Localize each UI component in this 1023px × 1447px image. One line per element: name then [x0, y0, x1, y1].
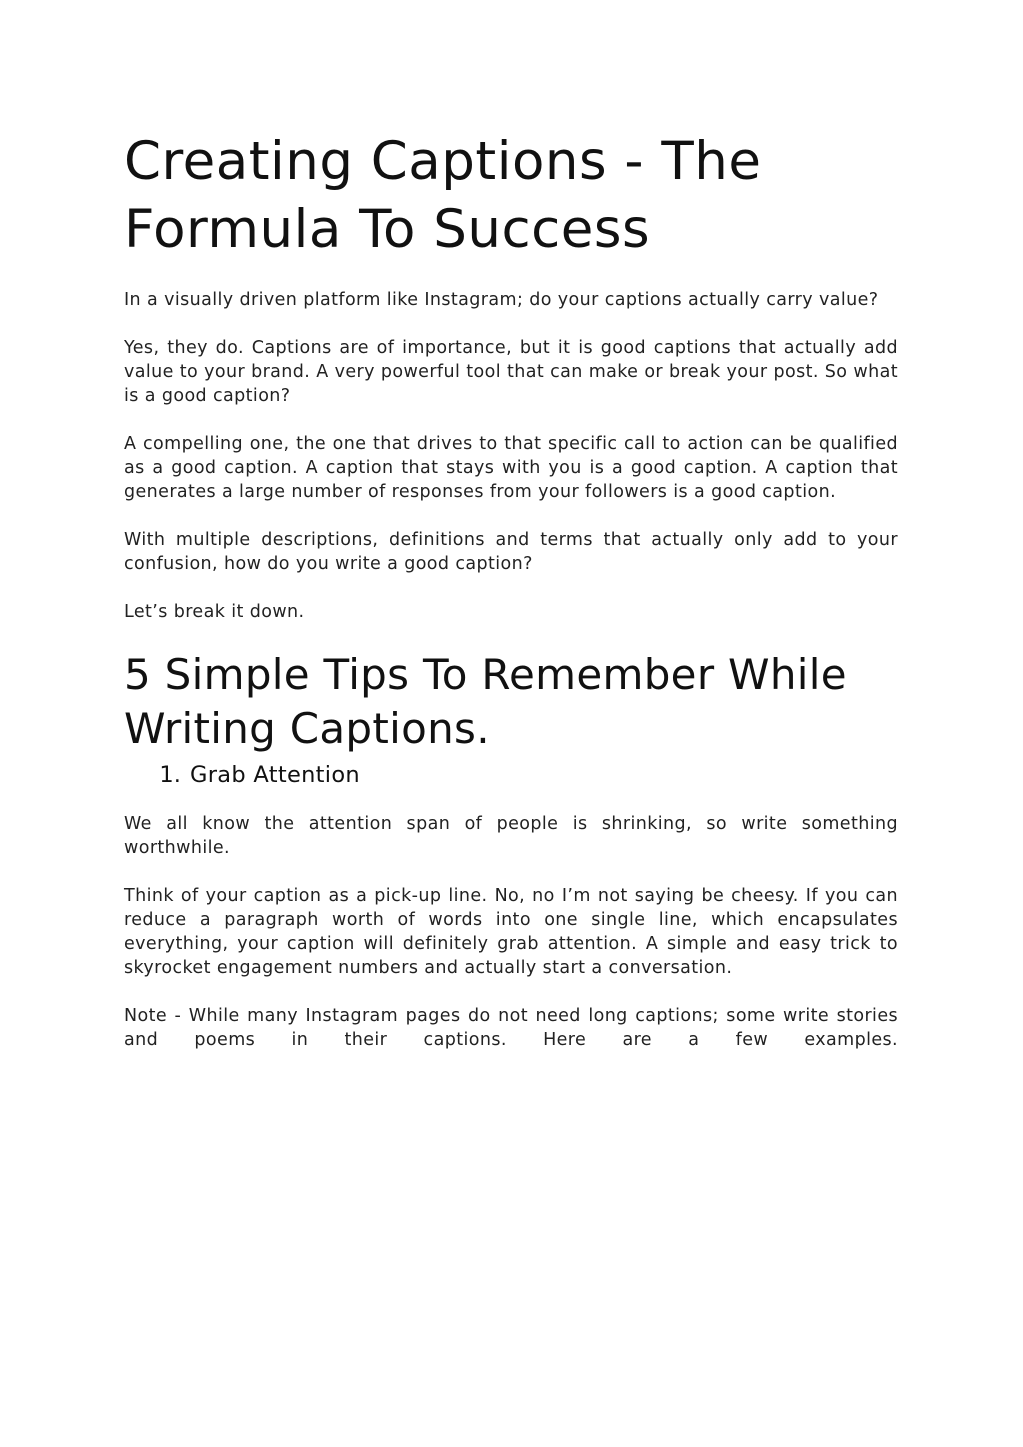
intro-paragraph: With multiple descriptions, definitions and terms that actually only add to your confusion, how do you write a good caption?	[124, 530, 898, 574]
tip-paragraph: Note - While many Instagram pages do not need long captions; some write stories and poems in their captions. Here are a few examples.	[124, 1006, 898, 1050]
intro-paragraph: In a visually driven platform like Instagram; do your captions actually carry value?	[124, 290, 879, 310]
document-page	[124, 128, 898, 1076]
tip-heading: Grab Attention	[190, 762, 360, 788]
tip-item	[188, 760, 898, 790]
intro-paragraph: Let’s break it down.	[124, 602, 305, 622]
page-title: Creating Captions - The Formula To Success	[124, 131, 762, 260]
tips-list	[124, 760, 898, 790]
tip-paragraph: Think of your caption as a pick-up line. No, no I’m not saying be cheesy. If you can reduce a paragraph worth of words into one single line, which encapsulates everything, your caption will definitely grab attention. A simple and easy trick to skyrocket engagement numbers and actually start a conversation.	[124, 886, 898, 978]
section-heading: 5 Simple Tips To Remember While Writing Captions.	[124, 650, 847, 753]
tip-paragraph: We all know the attention span of people is shrinking, so write something worthwhile.	[124, 814, 898, 858]
intro-paragraph: Yes, they do. Captions are of importance, but it is good captions that actually add value to your brand. A very powerful tool that can make or break your post. So what is a good caption?	[124, 338, 898, 406]
intro-paragraph: A compelling one, the one that drives to that specific call to action can be qualified as a good caption. A caption that stays with you is a good caption. A caption that generates a large number of responses from your followers is a good caption.	[124, 434, 898, 502]
